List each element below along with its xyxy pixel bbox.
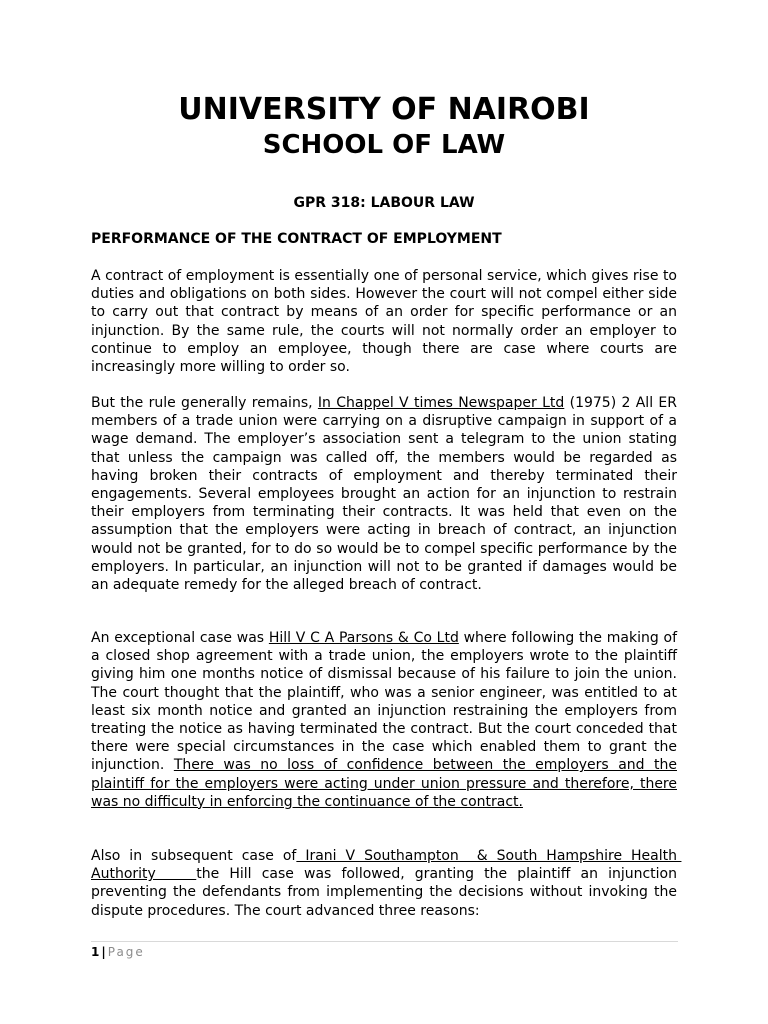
page-label: Page: [107, 945, 145, 959]
paragraph-1-text: A contract of employment is essentially one of personal service, which gives rise to duties and obligations on both sides. However the court will not compel either side to carry out that contract by means of an order for specific performance or an injunction. By the same rule, the courts will not normally order an employer to continue to employ an employee, though there are case where courts are increasingly more willing to order so.: [91, 268, 677, 376]
case-citation-irani: Irani V Southampton & South Hampshire Health Authority: [91, 848, 682, 883]
section-heading: PERFORMANCE OF THE CONTRACT OF EMPLOYMENT: [91, 231, 502, 247]
paragraph-3-underlined-holding: There was no loss of confidence between the employers and the plaintiff for the employers were acting under union pressure and therefore, there was no difficulty in enforcing the continuance of the contract.: [91, 757, 677, 810]
paragraph-2-body: (1975) 2 All ER members of a trade union were carrying on a disruptive campaign in support of a wage demand. The employer’s association sent a telegram to the union stating that unless the campaign was called off, the members would be regarded as having broken their contracts of employment and thereby terminated their engagements. Several employees brought an action for an injunction to restrain their employers from terminating their contracts. It was held that even on the assumption that the employers were acting in breach of contract, an injunction would not be granted, for to do so would be to compel specific performance by the employers. In particular, an injunction will not to be granted if damages would be an adequate remedy for the alleged breach of contract.: [91, 395, 677, 594]
paragraph-4: [91, 847, 682, 920]
paragraph-3-body: where following the making of a closed shop agreement with a trade union, the employers wrote to the plaintiff giving him one months notice of dismissal because of his failure to join the union. The court thought that the plaintiff, who was a senior engineer, was entitled to at least six month notice and granted an injunction restraining the employers from treating the notice as having terminated the contract. But the court conceded that there were special circumstances in the case which enabled them to grant the injunction.: [91, 630, 677, 774]
paragraph-4-intro: Also in subsequent case of: [91, 848, 297, 864]
institution-title: UNIVERSITY OF NAIROBI: [178, 92, 590, 127]
case-citation-hill: Hill V C A Parsons & Co Ltd: [268, 630, 459, 646]
footer-divider: [91, 941, 678, 942]
page-number: 1: [91, 945, 100, 959]
paragraph-3: [91, 629, 677, 811]
case-citation-chappel: In Chappel V times Newspaper Ltd: [317, 395, 565, 411]
school-title: SCHOOL OF LAW: [262, 130, 506, 160]
page-footer: [91, 944, 145, 960]
footer-separator: |: [101, 945, 106, 959]
paragraph-4-body: the Hill case was followed, granting the plaintiff an injunction preventing the defendants from implementing the decisions without invoking the dispute procedures. The court advanced three reasons:: [91, 866, 677, 919]
paragraph-2: [91, 394, 677, 594]
course-title: GPR 318: LABOUR LAW: [293, 195, 475, 211]
paragraph-2-intro: But the rule generally remains,: [91, 395, 318, 411]
paragraph-3-intro: An exceptional case was: [91, 630, 269, 646]
paragraph-1: [91, 267, 677, 376]
